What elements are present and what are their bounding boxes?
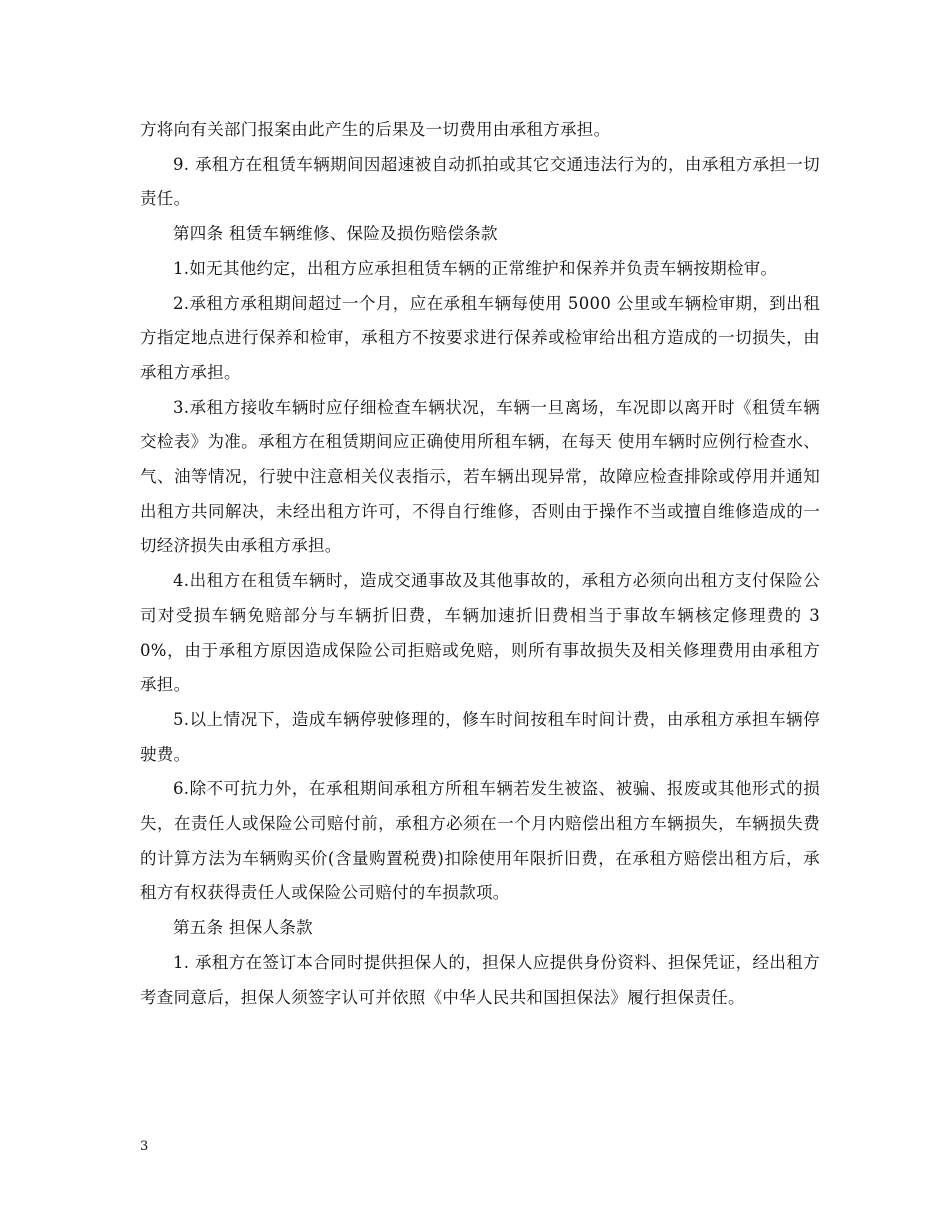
paragraph-continuation: 方将向有关部门报案由此产生的后果及一切费用由承租方承担。 (140, 120, 611, 139)
paragraph-article4-clause-5: 5.以上情况下，造成车辆停驶修理的，修车时间按租车时间计费，由承租方承担车辆停驶费。 (140, 709, 820, 764)
paragraph-article4-clause-6: 6.除不可抗力外，在承租期间承租方所租车辆若发生被盗、被骗、报废或其他形式的损失，在责任人或保险公司赔付前，承租方必须在一个月内赔偿出租方车辆损失，车辆损失费的计算方法为车辆购买价(含量购置税费)扣除使用年限折旧费，在承租方赔偿出租方后，承租方有权获得责任人或保险公司赔付的车损款项。 (140, 779, 820, 903)
document-body (140, 113, 820, 1015)
paragraph-article4-clause-1: 1.如无其他约定，出租方应承担租赁车辆的正常维护和保养并负责车辆按期检审。 (173, 258, 778, 278)
page-number: 3 (140, 1139, 149, 1154)
article-5-heading: 第五条 担保人条款 (173, 918, 313, 938)
paragraph-clause-9: 9. 承租方在租赁车辆期间因超速被自动抓拍或其它交通违法行为的，由承租方承担一切责任。 (140, 154, 820, 209)
paragraph-article4-clause-2: 2.承租方承租期间超过一个月，应在承租车辆每使用 5000 公里或车辆检审期，到出租方指定地点进行保养和检审，承租方不按要求进行保养或检审给出租方造成的一切损失，由承租方承担。 (140, 293, 820, 382)
article-4-heading: 第四条 租赁车辆维修、保险及损伤赔偿条款 (173, 224, 498, 244)
paragraph-article4-clause-4: 4.出租方在租赁车辆时，造成交通事故及其他事故的，承租方必须向出租方支付保险公司对受损车辆免赔部分与车辆折旧费，车辆加速折旧费相当于事故车辆核定修理费的 30%，由于承租方原因造成保险公司拒赔或免赔，则所有事故损失及相关修理费用由承租方承担。 (140, 571, 820, 695)
paragraph-article4-clause-3: 3.承租方接收车辆时应仔细检查车辆状况，车辆一旦离场，车况即以离开时《租赁车辆交检表》为准。承租方在租赁期间应正确使用所租车辆，在每天 使用车辆时应例行检查水、气、油等情况，行驶中注意相关仪表指示，若车辆出现异常，故障应检查排除或停用并通知出租方共同解决，未经出租方许可，不得自行维修，否则由于操作不当或擅自维修造成的一切经济损失由承租方承担。 (140, 397, 820, 556)
paragraph-article5-clause-1: 1. 承租方在签订本合同时提供担保人的，担保人应提供身份资料、担保凭证，经出租方考查同意后，担保人须签字认可并依照《中华人民共和国担保法》履行担保责任。 (140, 952, 820, 1007)
